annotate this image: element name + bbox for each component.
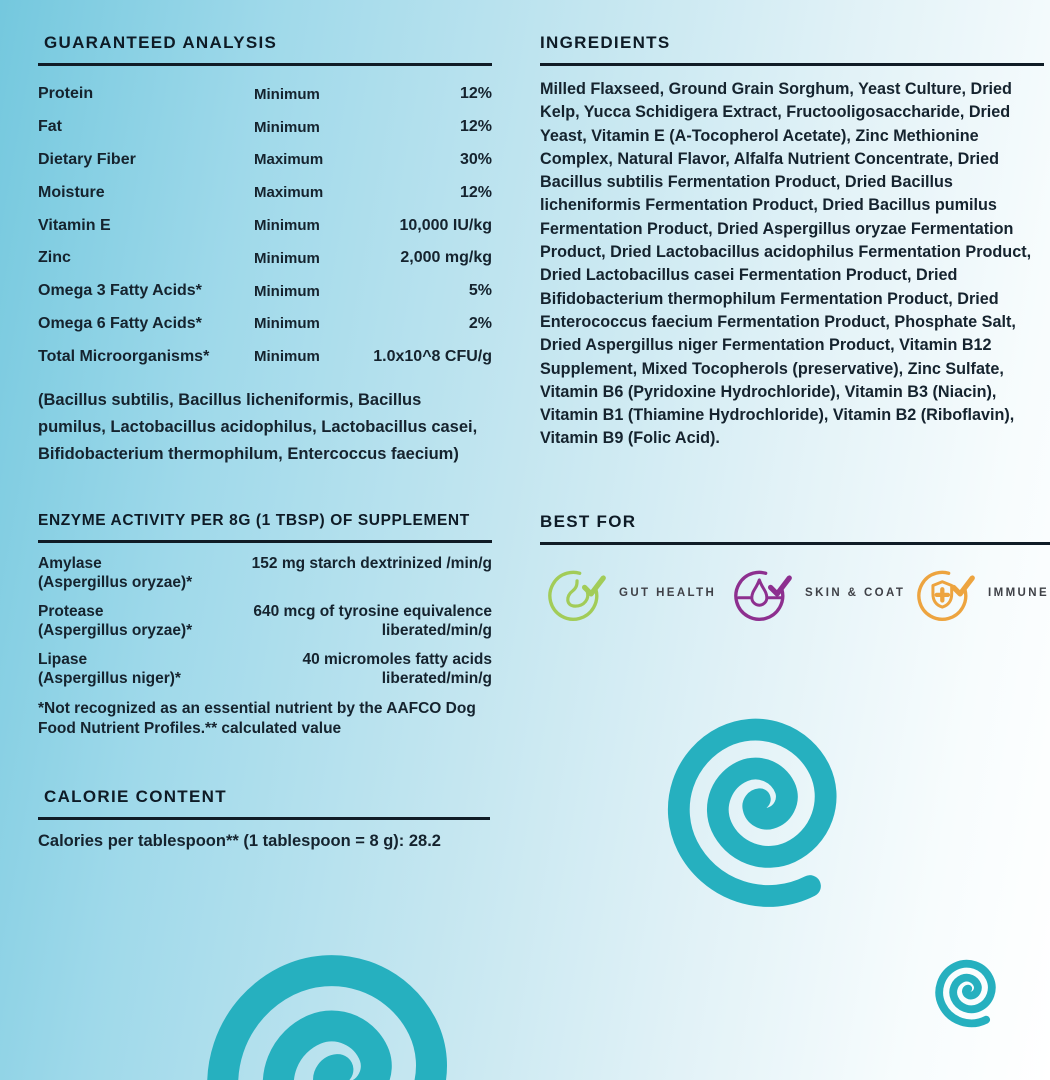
enzyme-name <box>38 651 242 688</box>
nutrient-basis: Minimum <box>254 118 320 136</box>
spiral-decoration-right <box>653 694 871 912</box>
table-row <box>38 308 492 341</box>
nutrient-value: 2% <box>468 314 492 332</box>
nutrient-basis: Maximum <box>254 151 324 169</box>
nutrient-value: 2,000 mg/kg <box>400 249 492 267</box>
ingredients-section <box>540 33 1044 451</box>
best-for-title: BEST FOR <box>540 512 637 531</box>
nutrient-value: 30% <box>459 150 492 168</box>
nutrient-basis: Minimum <box>254 282 320 300</box>
calorie-content-text: Calories per tablespoon** (1 tablespoon = 8 g): 28.2 <box>38 832 441 850</box>
section-divider <box>540 542 1050 545</box>
nutrient-name: Omega 3 Fatty Acids* <box>38 282 202 300</box>
enzyme-name <box>38 603 242 640</box>
table-row <box>38 340 492 373</box>
nutrient-basis: Minimum <box>254 315 320 333</box>
enzyme-source: (Aspergillus niger)* <box>38 669 181 687</box>
best-for-badges <box>540 557 1050 652</box>
nutrient-name: Fat <box>38 118 62 136</box>
enzyme-name <box>38 555 242 592</box>
table-row <box>38 111 492 144</box>
section-divider <box>540 63 1044 66</box>
nutrient-basis: Minimum <box>254 217 320 235</box>
nutrient-basis: Minimum <box>254 249 320 267</box>
ingredients-text: Milled Flaxseed, Ground Grain Sorghum, Yeast Culture, Dried Kelp, Yucca Schidigera Extract, Fructooligosaccharide, Dried Yeast, Vitamin E (A-Tocopherol Acetate), Zinc Methionine Complex, Natural Flavor, Alfalfa Nutrient Concentrate, Dried Bacillus subtilis Fermentation Product, Dried Bacillus licheniformis Fermentation Product, Dried Bacillus pumilus Fermentation Product, Dried Aspergillus oryzae Fermentation Product, Dried Lactobacillus acidophilus Fermentation Product, Dried Lactobacillus casei Fermentation Product, Dried Bifidobacterium thermophilum Fermentation Product, Dried Enterococcus faecium Fermentation Product, Phosphate Salt, Dried Aspergillus niger Fermentation Product, Vitamin B12 Supplement, Mixed Tocopherols (preservative), Zinc Sulfate, Vitamin B6 (Pyridoxine Hydrochloride), Vitamin B3 (Niacin), Vitamin B1 (Thiamine Hydrochloride), Vitamin B2 (Riboflavin), Vitamin B9 (Folic Acid). <box>540 80 1032 448</box>
best-for-item-gut-health <box>548 563 716 623</box>
calorie-content-section <box>38 787 490 851</box>
enzyme-value: 40 micromoles fatty acids liberated/min/g <box>302 651 492 687</box>
table-row <box>38 651 492 688</box>
enzyme-label: Amylase <box>38 555 102 572</box>
nutrient-name: Total Microorganisms* <box>38 347 210 365</box>
nutrient-name: Dietary Fiber <box>38 150 136 168</box>
best-for-item-immune <box>917 563 1049 623</box>
nutrient-name: Zinc <box>38 249 71 267</box>
shield-cross-check-icon <box>917 563 977 623</box>
enzyme-label: Protease <box>38 603 104 620</box>
nutrient-value: 12% <box>459 85 492 103</box>
nutrient-basis: Maximum <box>254 184 324 202</box>
spiral-decoration-bottom-right <box>930 951 1008 1029</box>
calorie-content-title: CALORIE CONTENT <box>44 787 227 806</box>
enzyme-label: Lipase <box>38 651 88 668</box>
hair-follicle-check-icon <box>734 563 794 623</box>
section-divider <box>38 63 492 66</box>
table-row <box>38 242 492 275</box>
enzyme-value: 152 mg starch dextrinized /min/g <box>251 555 492 572</box>
nutrient-name: Vitamin E <box>38 216 111 234</box>
table-row <box>38 78 492 111</box>
enzyme-source: (Aspergillus oryzae)* <box>38 621 193 639</box>
best-for-label: IMMUNE <box>988 587 1050 599</box>
nutrient-name: Omega 6 Fatty Acids* <box>38 314 202 332</box>
ingredients-title: INGREDIENTS <box>540 33 671 52</box>
nutrient-name: Protein <box>38 85 94 103</box>
table-row <box>38 555 492 592</box>
microorganisms-note: (Bacillus subtilis, Bacillus licheniformis, Bacillus pumilus, Lactobacillus acidophilus, Lactobacillus casei, Bifidobacterium thermophilum, Entercoccus faecium) <box>38 391 478 464</box>
enzyme-value: 640 mcg of tyrosine equivalence liberated/min/g <box>253 603 492 639</box>
best-for-item-skin-coat <box>734 563 905 623</box>
nutrient-value: 12% <box>459 118 492 136</box>
nutrient-value: 5% <box>468 282 492 300</box>
table-row <box>38 275 492 308</box>
nutrient-basis: Minimum <box>254 85 320 103</box>
table-row <box>38 603 492 640</box>
enzyme-activity-section <box>38 512 492 738</box>
section-divider <box>38 540 492 543</box>
best-for-label: SKIN & COAT <box>805 587 906 599</box>
table-row <box>38 144 492 177</box>
enzyme-activity-title: ENZYME ACTIVITY PER 8G (1 TBSP) OF SUPPLEMENT <box>38 512 470 529</box>
nutrient-basis: Minimum <box>254 348 320 366</box>
nutrient-name: Moisture <box>38 183 105 201</box>
nutrient-value: 1.0x10^8 CFU/g <box>373 347 492 365</box>
aafco-footnote: *Not recognized as an essential nutrient by the AAFCO Dog Food Nutrient Profiles.** calculated value <box>38 700 476 737</box>
stomach-check-icon <box>548 563 608 623</box>
table-row <box>38 176 492 209</box>
guaranteed-analysis-title: GUARANTEED ANALYSIS <box>44 33 278 52</box>
section-divider <box>38 817 490 820</box>
table-row <box>38 209 492 242</box>
guaranteed-analysis-table <box>38 78 492 373</box>
enzyme-source: (Aspergillus oryzae)* <box>38 573 193 591</box>
spiral-decoration-bottom-left <box>186 920 496 1080</box>
best-for-label: GUT HEALTH <box>619 587 717 599</box>
nutrient-value: 10,000 IU/kg <box>399 216 492 234</box>
best-for-section <box>540 512 1050 652</box>
guaranteed-analysis-section <box>38 33 492 468</box>
nutrient-value: 12% <box>459 183 492 201</box>
